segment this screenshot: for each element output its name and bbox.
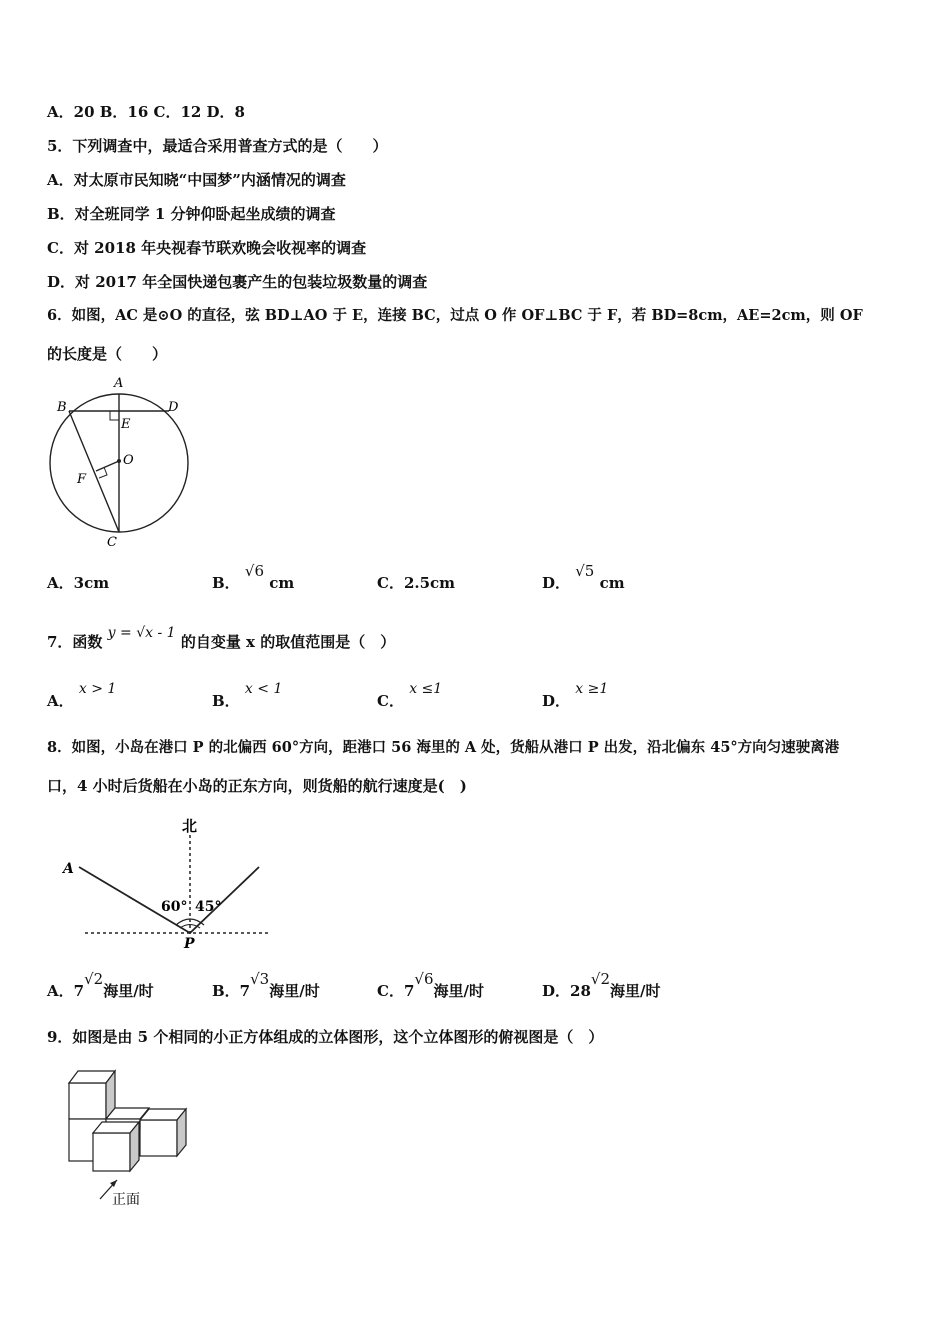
q6-circle-figure	[40, 372, 200, 552]
cube-front	[93, 1122, 139, 1171]
q8-option-c-radical: √6	[414, 970, 434, 988]
q8-option-c	[377, 970, 484, 1001]
q5-stem: 5．下列调查中，最适合采用普查方式的是（ ）	[47, 137, 388, 155]
q6-option-a: A．3cm	[47, 574, 110, 592]
q8-option-a	[47, 970, 154, 1001]
q7-option-a-label: A．	[47, 692, 74, 710]
q7-stem	[47, 625, 396, 653]
q7-option-b	[212, 681, 283, 712]
q7-option-d	[542, 681, 609, 712]
q7-option-c	[377, 681, 443, 712]
right-angle-e	[110, 411, 119, 420]
q9-cubes-figure	[60, 1065, 210, 1215]
q8-option-b-radical: √3	[250, 970, 270, 988]
q5-option-d: D．对 2017 年全国快递包裹产生的包装垃圾数量的调查	[47, 273, 428, 291]
q8-option-c-unit: 海里/时	[433, 982, 484, 1000]
q8-option-d-radical: √2	[590, 970, 610, 988]
q6-option-b-radical: √6	[244, 562, 265, 580]
cube-back-top	[69, 1071, 115, 1119]
label-f: F	[77, 472, 87, 487]
q8-option-b-unit: 海里/时	[269, 982, 320, 1000]
q7-formula: y = √x - 1	[107, 625, 176, 641]
q6-option-c: C．2.5cm	[377, 574, 456, 592]
q5-option-c: C．对 2018 年央视春节联欢晚会收视率的调查	[47, 239, 367, 257]
label-o: O	[123, 453, 134, 468]
segment-of	[96, 461, 119, 471]
q4-options: A．20 B．16 C．12 D．8	[47, 103, 245, 121]
q6-option-d-label: D．	[542, 574, 571, 592]
q8-option-d	[542, 970, 661, 1001]
q6-option-b	[212, 562, 295, 593]
q7-option-d-label: D．	[542, 692, 571, 710]
q8-option-b-label: B．7	[212, 982, 251, 1000]
center-o-dot	[117, 459, 121, 463]
label-e: E	[121, 417, 131, 432]
q8-option-c-label: C．7	[377, 982, 415, 1000]
q7-option-c-label: C．	[377, 692, 404, 710]
q7-option-d-expr: x ≥1	[575, 681, 609, 697]
label-a: A	[114, 376, 124, 391]
q7-option-b-label: B．	[212, 692, 240, 710]
q6-option-d-unit: cm	[599, 574, 625, 592]
q7-option-a	[47, 681, 117, 712]
label-d: D	[168, 400, 179, 415]
q7-stem-pre: 7．函数	[47, 633, 103, 651]
angle-45-label: 45°	[195, 899, 222, 915]
q6-stem-line2: 的长度是（ ）	[47, 345, 168, 363]
q8-option-a-unit: 海里/时	[103, 982, 154, 1000]
label-b: B	[57, 400, 67, 415]
q6-option-d	[542, 562, 625, 593]
q8-option-a-radical: √2	[84, 970, 104, 988]
q9-stem: 9．如图是由 5 个相同的小正方体组成的立体图形，这个立体图形的俯视图是（ ）	[47, 1028, 604, 1046]
cube-right	[140, 1109, 186, 1156]
q8-option-a-label: A．7	[47, 982, 85, 1000]
q6-option-d-radical: √5	[575, 562, 595, 580]
north-label: 北	[182, 817, 198, 835]
label-c: C	[107, 535, 117, 550]
q6-stem-line1: 6．如图，AC 是⊙O 的直径，弦 BD⊥AO 于 E，连接 BC，过点 O 作 OF⊥BC 于 F，若 BD=8cm，AE=2cm，则 OF	[47, 307, 863, 324]
q7-option-b-expr: x < 1	[244, 681, 283, 697]
label-p: P	[184, 936, 195, 952]
angle-60-label: 60°	[161, 899, 188, 915]
q7-stem-post: 的自变量 x 的取值范围是（ ）	[180, 633, 396, 651]
label-a: A	[63, 861, 74, 877]
q7-option-c-expr: x ≤1	[409, 681, 443, 697]
q6-option-b-label: B．	[212, 574, 240, 592]
q5-option-a: A．对太原市民知晓“中国梦”内涵情况的调查	[47, 171, 346, 189]
q8-stem-line2: 口，4 小时后货船在小岛的正东方向，则货船的航行速度是( )	[47, 777, 467, 795]
front-label: 正面	[112, 1192, 140, 1208]
q8-option-d-unit: 海里/时	[610, 982, 661, 1000]
q6-option-b-unit: cm	[269, 574, 295, 592]
q8-bearing-figure	[55, 815, 285, 955]
q8-option-b	[212, 970, 320, 1001]
q8-stem-line1: 8．如图，小岛在港口 P 的北偏西 60°方向，距港口 56 海里的 A 处，货船从港口 P 出发，沿北偏东 45°方向匀速驶离港	[47, 739, 840, 756]
q7-option-a-expr: x > 1	[78, 681, 117, 697]
q5-option-b: B．对全班同学 1 分钟仰卧起坐成绩的调查	[47, 205, 336, 223]
q8-option-d-label: D．28	[542, 982, 591, 1000]
